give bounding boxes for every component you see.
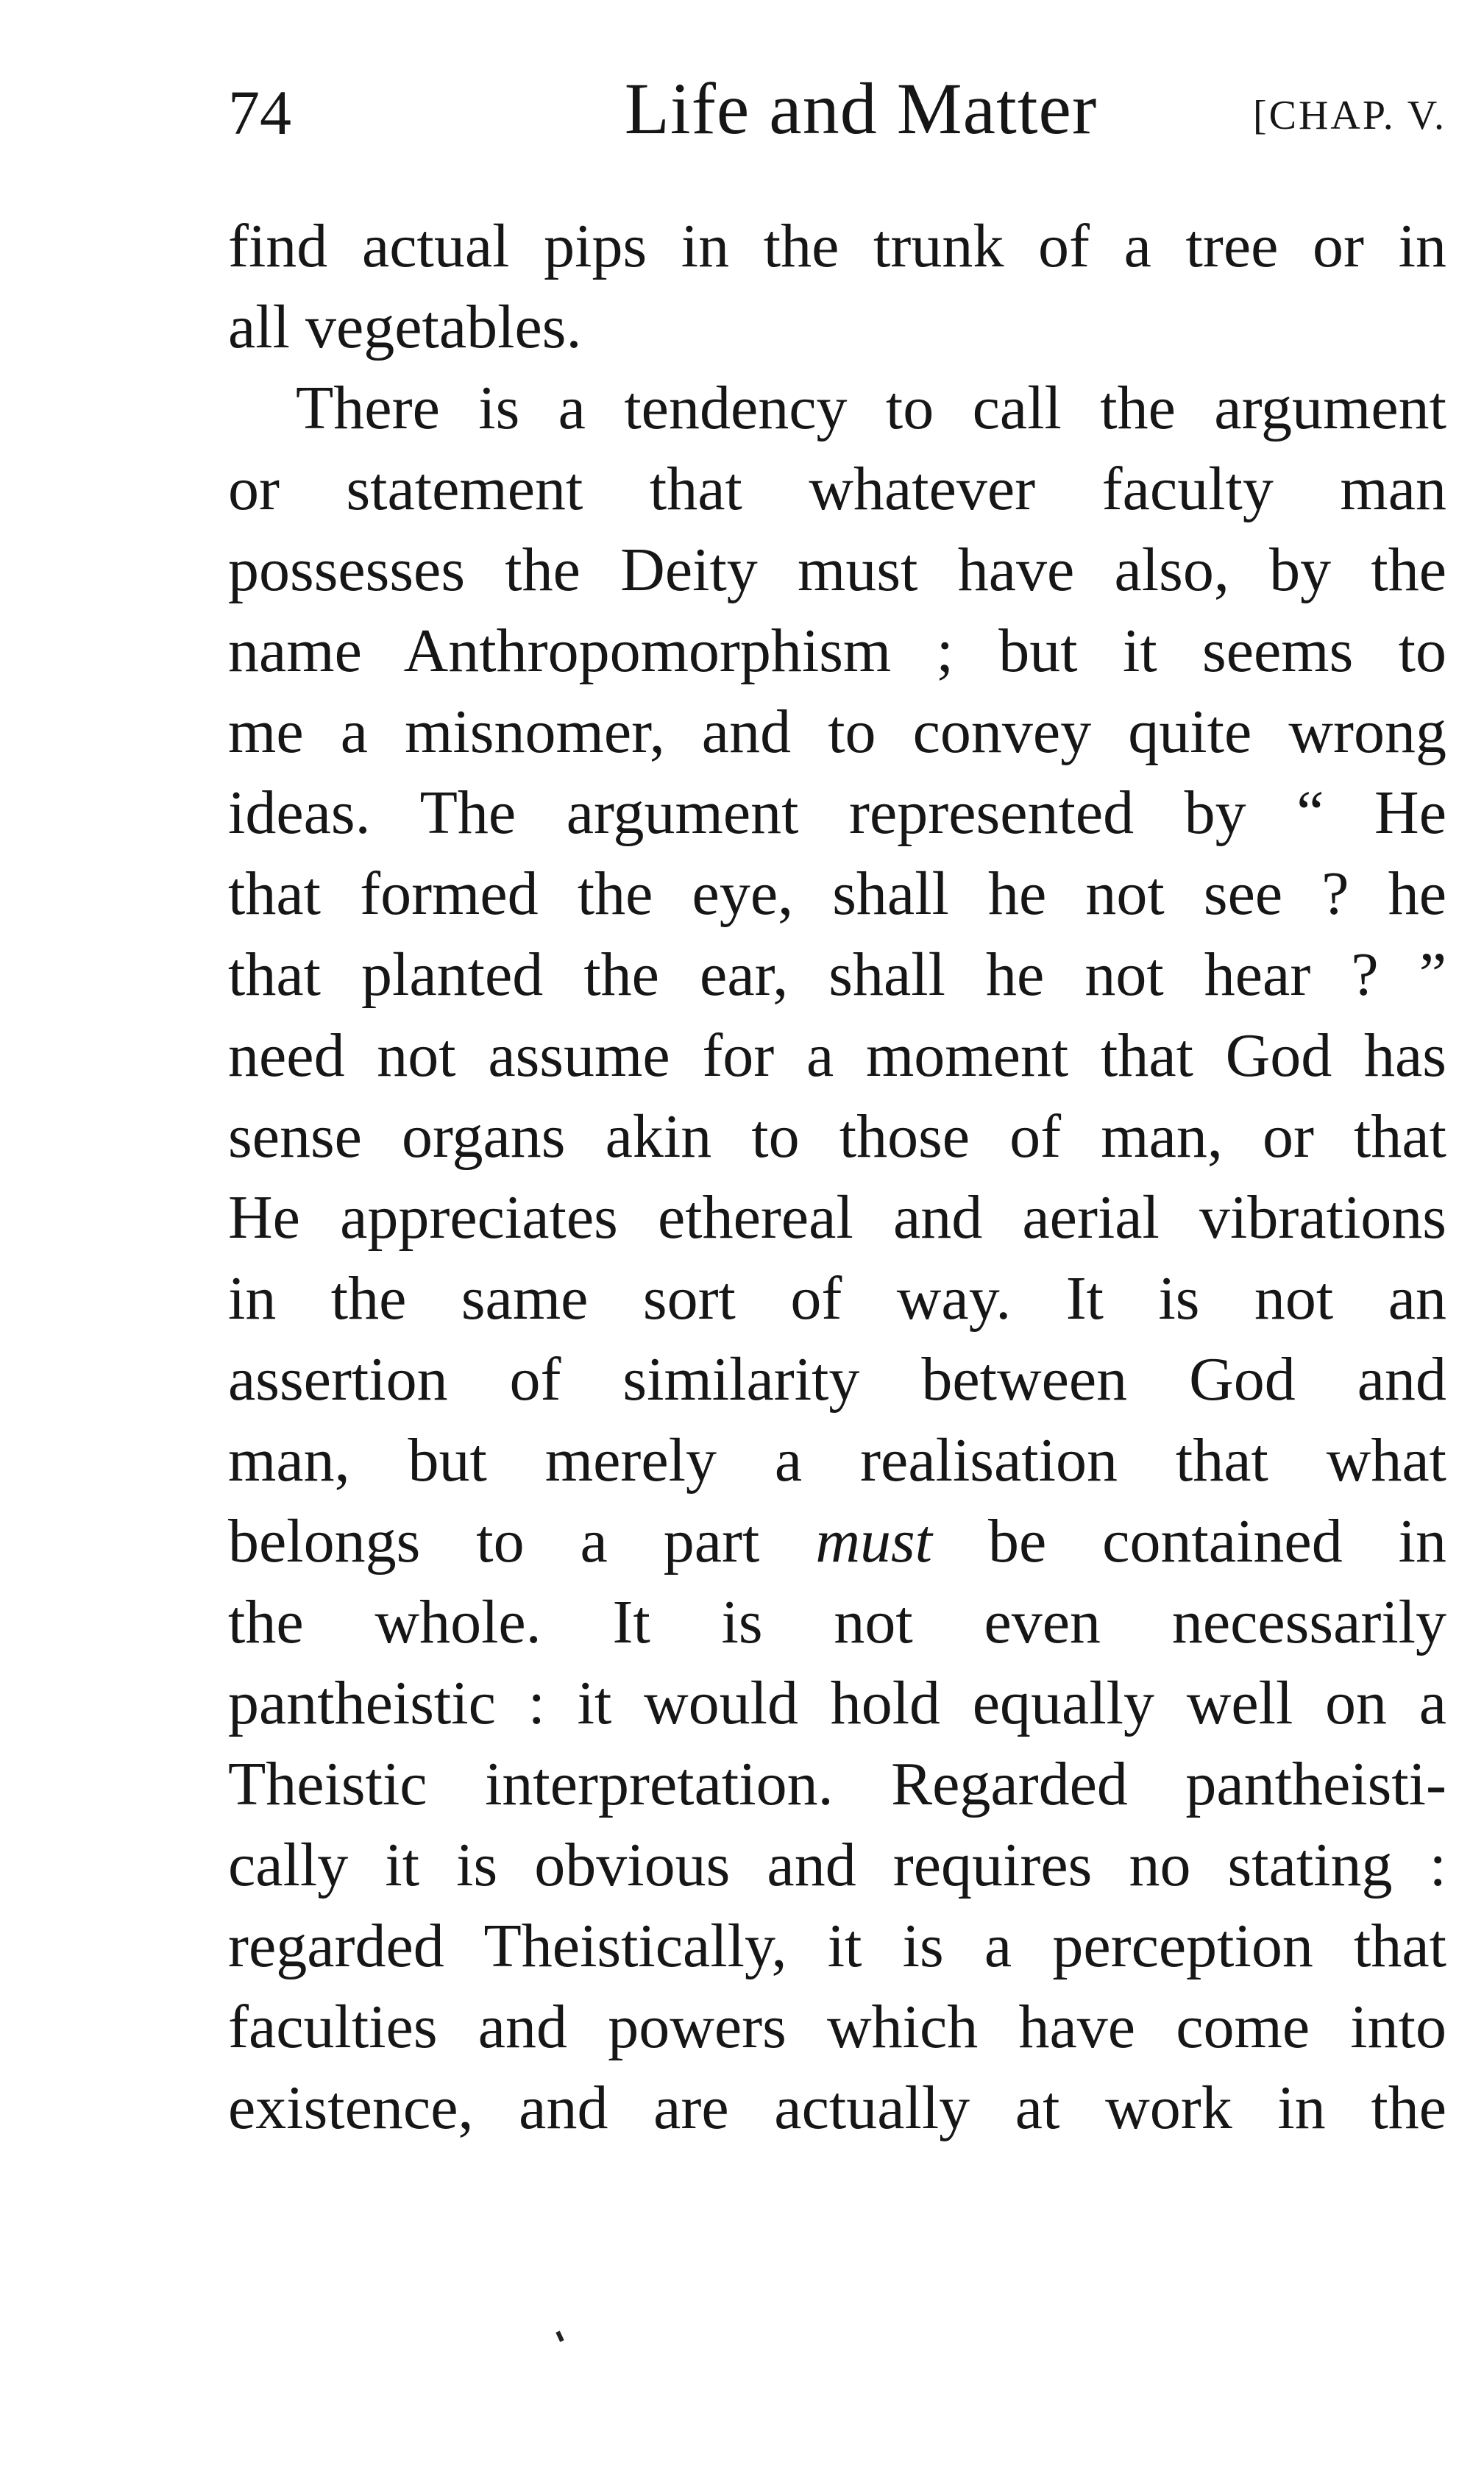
text-line: in the same sort of way. It is not an	[228, 1264, 1446, 1333]
text-line: ideas. The argument represented by “ He	[228, 779, 1446, 847]
text-line: sense organs akin to those of man, or that	[228, 1102, 1446, 1171]
text-line: find actual pips in the trunk of a tree or in	[228, 212, 1446, 280]
text-line: existence, and are actually at work in the	[228, 2074, 1446, 2142]
text-line: He appreciates ethereal and aerial vibrations	[228, 1183, 1446, 1252]
text-line: pantheistic : it would hold equally well on a	[228, 1669, 1446, 1737]
emphasized-word: must	[815, 1507, 933, 1576]
text-line: possesses the Deity must have also, by the	[228, 536, 1446, 604]
ink-speck	[555, 2331, 564, 2342]
text-line: man, but merely a realisation that what	[228, 1426, 1446, 1495]
text-line-with-italic: belongs to a part must be contained in	[228, 1507, 1446, 1576]
text-line: or statement that whatever faculty man	[228, 455, 1446, 523]
text-line: all vegetables.	[228, 293, 582, 361]
paragraph-continued	[228, 206, 1446, 368]
text-line: faculties and powers which have come into	[228, 1993, 1446, 2061]
text-line: the whole. It is not even necessarily	[228, 1588, 1446, 1656]
body-text	[228, 206, 1446, 2149]
text-line: need not assume for a moment that God has	[228, 1021, 1446, 1090]
running-title: Life and Matter	[624, 68, 1098, 149]
running-header	[228, 65, 1446, 160]
text-line: me a misnomer, and to convey quite wrong	[228, 698, 1446, 766]
page-number: 74	[228, 77, 291, 148]
text-line: Theistic interpretation. Regarded pantheisti-	[228, 1750, 1446, 1818]
paragraph-anthropomorphism	[228, 368, 1446, 2149]
text-line: name Anthropomorphism ; but it seems to	[228, 617, 1446, 685]
text-line: cally it is obvious and requires no stating :	[228, 1831, 1446, 1899]
text-line: that planted the ear, shall he not hear ? ”	[228, 940, 1446, 1009]
text-line: assertion of similarity between God and	[228, 1345, 1446, 1414]
text-line: There is a tendency to call the argument	[296, 374, 1446, 442]
text-line: that formed the eye, shall he not see ? he	[228, 859, 1446, 928]
chapter-reference: [CHAP. V.	[1252, 93, 1446, 138]
text-line: regarded Theistically, it is a perception that	[228, 1912, 1446, 1980]
